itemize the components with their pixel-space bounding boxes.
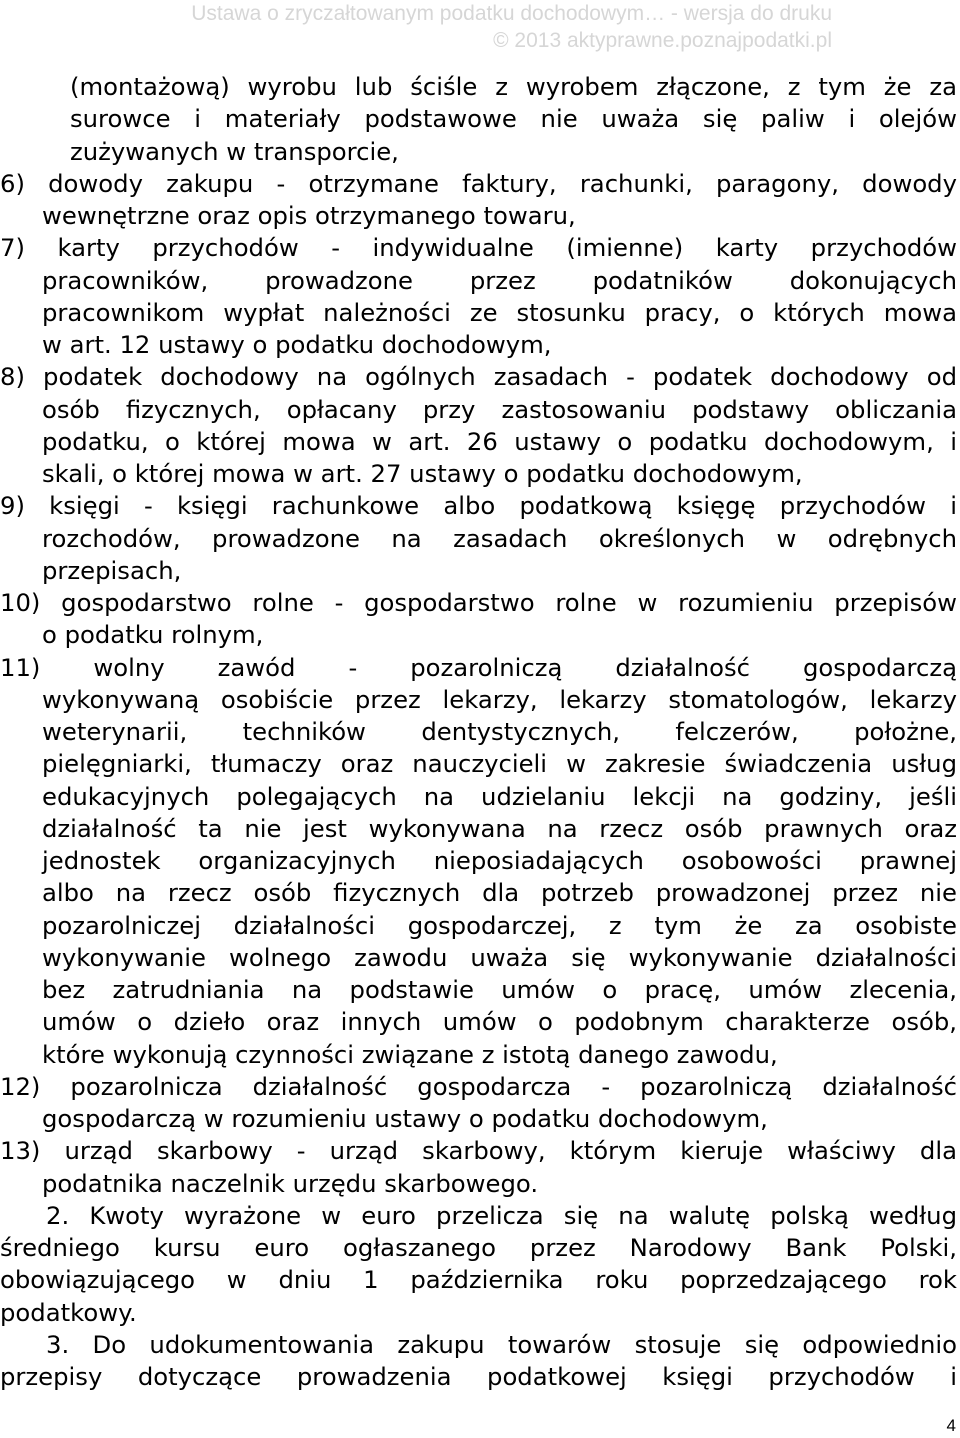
- text-line: gospodarczą w rozumieniu ustawy o podatku dochodowym,: [42, 1104, 768, 1133]
- text-line: które wykonują czynności związane z istotą danego zawodu,: [42, 1039, 778, 1069]
- text-line: obowiązującego w dniu 1 października roku poprzedzającego rok: [0, 1265, 957, 1295]
- text-line: skali, o której mowa w art. 27 ustawy o podatku dochodowym,: [42, 459, 803, 488]
- text-line: weterynarii, techników dentystycznych, felczerów, położne,: [42, 717, 957, 746]
- text-line: 10) gospodarstwo rolne - gospodarstwo rolne w rozumieniu przepisów: [0, 588, 957, 617]
- text-line: 3. Do udokumentowania zakupu towarów stosuje się odpowiednio: [46, 1329, 957, 1359]
- header-title: Ustawa o zryczałtowanym podatku dochodowym… - wersja do druku: [191, 2, 832, 25]
- text-line: bez zatrudniania na podstawie umów o pracę, umów zlecenia,: [42, 975, 957, 1004]
- text-line: 13) urząd skarbowy - urząd skarbowy, którym kieruje właściwy dla: [0, 1136, 957, 1166]
- text-line: średniego kursu euro ogłaszanego przez Narodowy Bank Polski,: [0, 1233, 957, 1262]
- text-line: umów o dzieło oraz innych umów o podobnym charakterze osób,: [42, 1007, 957, 1037]
- text-line: pracownikom wypłat należności ze stosunku pracy, o których mowa: [42, 297, 957, 327]
- page-number: 4: [946, 1416, 956, 1435]
- text-line: 9) księgi - księgi rachunkowe albo podatkową księgę przychodów i: [0, 491, 957, 521]
- text-line: rozchodów, prowadzone na zasadach określonych w odrębnych: [42, 523, 957, 553]
- text-line: 12) pozarolnicza działalność gospodarcza - pozarolniczą działalność: [0, 1071, 957, 1101]
- text-line: (montażową) wyrobu lub ściśle z wyrobem złączone, z tym że za: [70, 72, 957, 101]
- text-line: wykonywanie wolnego zawodu uważa się wykonywanie działalności: [42, 942, 957, 972]
- text-line: o podatku rolnym,: [42, 620, 264, 650]
- text-line: przepisach,: [42, 555, 182, 585]
- text-line: przepisy dotyczące prowadzenia podatkowej księgi przychodów i: [0, 1362, 957, 1391]
- text-line: 6) dowody zakupu - otrzymane faktury, rachunki, paragony, dowody: [0, 168, 957, 198]
- text-line: jednostek organizacyjnych nieposiadających osobowości prawnej: [42, 846, 957, 875]
- header-copyright: © 2013 aktyprawne.poznajpodatki.pl: [493, 29, 832, 52]
- text-line: działalność ta nie jest wykonywana na rzecz osób prawnych oraz: [42, 813, 957, 843]
- text-line: pielęgniarki, tłumaczy oraz nauczycieli w zakresie świadczenia usług: [42, 749, 957, 779]
- text-line: w art. 12 ustawy o podatku dochodowym,: [42, 330, 552, 359]
- document-body: [0, 71, 960, 1393]
- text-line: podatnika naczelnik urzędu skarbowego.: [42, 1168, 539, 1198]
- text-line: pracowników, prowadzone przez podatników dokonujących: [42, 265, 957, 295]
- text-line: 2. Kwoty wyrażone w euro przelicza się na walutę polską według: [46, 1200, 957, 1230]
- text-line: podatku, o której mowa w art. 26 ustawy o podatku dochodowym, i: [42, 426, 957, 456]
- text-line: wewnętrzne oraz opis otrzymanego towaru,: [42, 201, 576, 230]
- text-line: podatkowy.: [0, 1297, 137, 1327]
- text-line: wykonywaną osobiście przez lekarzy, lekarzy stomatologów, lekarzy: [42, 684, 957, 714]
- text-line: edukacyjnych polegających na udzielaniu lekcji na godziny, jeśli: [42, 781, 957, 811]
- text-line: pozarolniczej działalności gospodarczej, z tym że za osobiste: [42, 910, 957, 940]
- text-line: osób fizycznych, opłacany przy zastosowaniu podstawy obliczania: [42, 394, 957, 424]
- text-line: 11) wolny zawód - pozarolniczą działalność gospodarczą: [0, 652, 957, 682]
- text-line: 8) podatek dochodowy na ogólnych zasadach - podatek dochodowy od: [0, 362, 957, 392]
- text-line: surowce i materiały podstawowe nie uważa się paliw i olejów: [70, 104, 957, 134]
- text-line: zużywanych w transporcie,: [70, 136, 399, 166]
- text-line: albo na rzecz osób fizycznych dla potrzeb prowadzonej przez nie: [42, 878, 957, 908]
- text-line: 7) karty przychodów - indywidualne (imienne) karty przychodów: [0, 233, 957, 263]
